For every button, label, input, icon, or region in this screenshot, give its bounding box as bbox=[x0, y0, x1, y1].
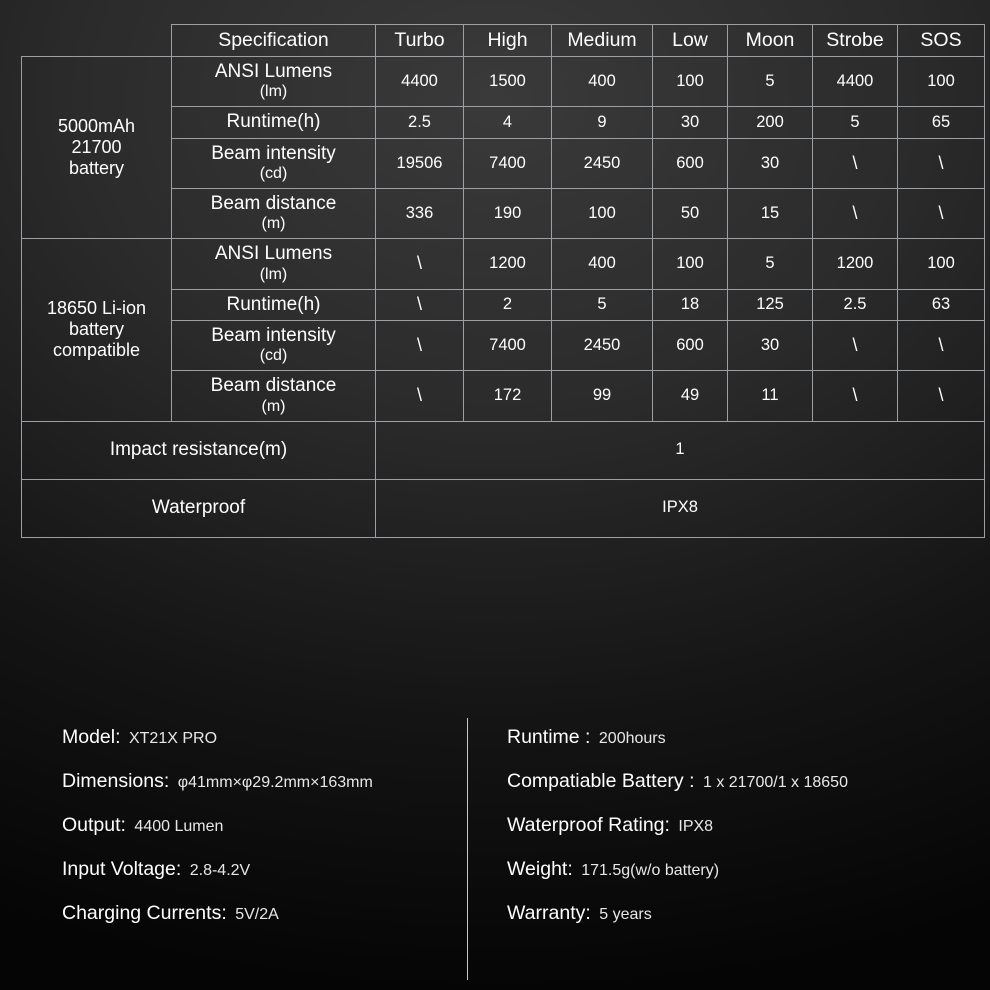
header-cell-high: High bbox=[464, 25, 552, 57]
cell-value: 11 bbox=[728, 371, 813, 421]
cell-value: 600 bbox=[653, 138, 728, 188]
row-label bbox=[172, 107, 376, 138]
cell-value: \ bbox=[376, 289, 464, 320]
row-label-text: Beam distance bbox=[210, 192, 337, 214]
table-header-row bbox=[22, 25, 985, 57]
detail-value: 1 x 21700/1 x 18650 bbox=[702, 774, 848, 791]
cell-value: 125 bbox=[728, 289, 813, 320]
cell-value: 50 bbox=[653, 188, 728, 238]
detail-item-warranty bbox=[507, 902, 937, 925]
row-label-text: Runtime(h) bbox=[226, 293, 321, 315]
battery-label-line2: battery bbox=[68, 319, 125, 340]
detail-value: 5V/2A bbox=[235, 906, 279, 923]
detail-item-compatiable-battery bbox=[507, 770, 937, 793]
cell-value: 30 bbox=[728, 138, 813, 188]
row-label bbox=[172, 239, 376, 289]
detail-key: Waterproof Rating: bbox=[507, 814, 670, 836]
detail-value: IPX8 bbox=[678, 818, 714, 835]
detail-key: Output: bbox=[62, 814, 126, 836]
cell-value: \ bbox=[898, 138, 985, 188]
battery-label-line1: 18650 Li-ion bbox=[46, 298, 147, 319]
cell-value: \ bbox=[898, 320, 985, 370]
cell-value: 1200 bbox=[464, 239, 552, 289]
detail-item-model bbox=[62, 726, 462, 749]
cell-value: 4400 bbox=[376, 57, 464, 107]
cell-value: \ bbox=[898, 188, 985, 238]
cell-value: \ bbox=[898, 371, 985, 421]
cell-value: 19506 bbox=[376, 138, 464, 188]
row-label bbox=[172, 320, 376, 370]
detail-value: 171.5g(w/o battery) bbox=[581, 862, 720, 879]
row-label bbox=[172, 371, 376, 421]
detail-value: φ41mm×φ29.2mm×163mm bbox=[177, 774, 373, 791]
table-row bbox=[22, 57, 985, 107]
battery-label-line3: battery bbox=[68, 158, 125, 179]
header-cell-sos: SOS bbox=[898, 25, 985, 57]
cell-value: 4 bbox=[464, 107, 552, 138]
detail-item-weight bbox=[507, 858, 937, 881]
cell-value: 336 bbox=[376, 188, 464, 238]
row-label bbox=[172, 188, 376, 238]
header-cell-specification: Specification bbox=[172, 25, 376, 57]
cell-value: 400 bbox=[552, 57, 653, 107]
row-label bbox=[172, 138, 376, 188]
detail-item-dimensions bbox=[62, 770, 462, 793]
cell-value: 2.5 bbox=[813, 289, 898, 320]
cell-value: \ bbox=[376, 371, 464, 421]
cell-value: 1500 bbox=[464, 57, 552, 107]
row-label-unit: (cd) bbox=[259, 347, 288, 365]
row-label-text: Runtime(h) bbox=[226, 111, 321, 133]
cell-value: 15 bbox=[728, 188, 813, 238]
detail-value: 4400 Lumen bbox=[134, 818, 224, 835]
cell-value: 49 bbox=[653, 371, 728, 421]
row-label bbox=[172, 57, 376, 107]
header-cell-strobe: Strobe bbox=[813, 25, 898, 57]
detail-key: Model: bbox=[62, 726, 121, 748]
cell-value: 100 bbox=[653, 57, 728, 107]
cell-value: 7400 bbox=[464, 138, 552, 188]
footer-label-impact-resistance: Impact resistance(m) bbox=[22, 421, 376, 479]
cell-value: 2 bbox=[464, 289, 552, 320]
detail-item-input-voltage bbox=[62, 858, 462, 881]
details-section bbox=[0, 700, 990, 990]
row-label-text: Beam distance bbox=[210, 375, 337, 397]
row-label-unit: (lm) bbox=[259, 83, 288, 101]
cell-value: 100 bbox=[653, 239, 728, 289]
footer-value-waterproof: IPX8 bbox=[376, 479, 985, 537]
cell-value: 65 bbox=[898, 107, 985, 138]
detail-value: XT21X PRO bbox=[128, 730, 218, 747]
table-row-waterproof bbox=[22, 479, 985, 537]
details-column-right bbox=[507, 726, 937, 946]
cell-value: \ bbox=[376, 239, 464, 289]
cell-value: 4400 bbox=[813, 57, 898, 107]
row-label-unit: (cd) bbox=[259, 165, 288, 183]
row-label-text: ANSI Lumens bbox=[214, 243, 333, 265]
table-row-impact-resistance bbox=[22, 421, 985, 479]
cell-value: 18 bbox=[653, 289, 728, 320]
detail-value: 200hours bbox=[598, 730, 666, 747]
header-corner-cell bbox=[22, 25, 172, 57]
battery-label-line1: 5000mAh bbox=[57, 115, 136, 136]
detail-key: Runtime : bbox=[507, 726, 591, 748]
cell-value: 2450 bbox=[552, 138, 653, 188]
detail-item-charging-currents bbox=[62, 902, 462, 925]
row-label-text: ANSI Lumens bbox=[214, 61, 333, 82]
cell-value: \ bbox=[813, 138, 898, 188]
cell-value: 100 bbox=[898, 57, 985, 107]
cell-value: \ bbox=[813, 320, 898, 370]
header-cell-turbo: Turbo bbox=[376, 25, 464, 57]
detail-item-runtime bbox=[507, 726, 937, 749]
row-label-unit: (lm) bbox=[259, 265, 288, 283]
cell-value: 30 bbox=[653, 107, 728, 138]
cell-value: 200 bbox=[728, 107, 813, 138]
detail-item-waterproof-rating bbox=[507, 814, 937, 837]
cell-value: 5 bbox=[552, 289, 653, 320]
cell-value: 600 bbox=[653, 320, 728, 370]
cell-value: 30 bbox=[728, 320, 813, 370]
row-label bbox=[172, 289, 376, 320]
specification-table-container bbox=[21, 24, 969, 538]
detail-item-output bbox=[62, 814, 462, 837]
row-label-unit: (m) bbox=[261, 215, 286, 233]
detail-value: 5 years bbox=[599, 906, 652, 923]
cell-value: \ bbox=[813, 188, 898, 238]
detail-key: Weight: bbox=[507, 858, 573, 880]
battery-label-line3: compatible bbox=[52, 340, 141, 361]
detail-value: 2.8-4.2V bbox=[189, 862, 251, 879]
cell-value: 172 bbox=[464, 371, 552, 421]
footer-value-impact-resistance: 1 bbox=[376, 421, 985, 479]
detail-key: Input Voltage: bbox=[62, 858, 182, 880]
details-divider bbox=[467, 718, 468, 980]
battery-label-line2: 21700 bbox=[71, 137, 122, 157]
battery-group-label-18650 bbox=[22, 239, 172, 421]
cell-value: 2450 bbox=[552, 320, 653, 370]
cell-value: 100 bbox=[898, 239, 985, 289]
detail-key: Dimensions: bbox=[62, 770, 170, 792]
cell-value: 2.5 bbox=[376, 107, 464, 138]
cell-value: 5 bbox=[728, 57, 813, 107]
detail-key: Charging Currents: bbox=[62, 902, 227, 924]
cell-value: 7400 bbox=[464, 320, 552, 370]
cell-value: 400 bbox=[552, 239, 653, 289]
cell-value: 5 bbox=[813, 107, 898, 138]
table-row bbox=[22, 239, 985, 289]
cell-value: 63 bbox=[898, 289, 985, 320]
detail-key: Warranty: bbox=[507, 902, 591, 924]
specification-table bbox=[21, 24, 985, 538]
cell-value: \ bbox=[813, 371, 898, 421]
detail-key: Compatiable Battery : bbox=[507, 770, 695, 792]
battery-group-label-5000mah bbox=[22, 57, 172, 239]
header-cell-moon: Moon bbox=[728, 25, 813, 57]
row-label-text: Beam intensity bbox=[211, 324, 336, 346]
cell-value: 190 bbox=[464, 188, 552, 238]
header-cell-medium: Medium bbox=[552, 25, 653, 57]
row-label-unit: (m) bbox=[261, 397, 286, 415]
cell-value: 9 bbox=[552, 107, 653, 138]
footer-label-waterproof: Waterproof bbox=[22, 479, 376, 537]
cell-value: 1200 bbox=[813, 239, 898, 289]
cell-value: 5 bbox=[728, 239, 813, 289]
details-column-left bbox=[62, 726, 462, 946]
header-cell-low: Low bbox=[653, 25, 728, 57]
row-label-text: Beam intensity bbox=[211, 142, 336, 164]
cell-value: 99 bbox=[552, 371, 653, 421]
cell-value: \ bbox=[376, 320, 464, 370]
cell-value: 100 bbox=[552, 188, 653, 238]
